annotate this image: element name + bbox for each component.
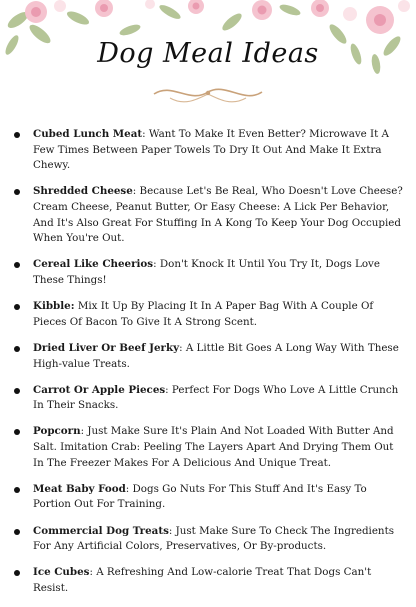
- item-description: Just Make Sure It's Plain And Not Loaded With Butter And Salt. Imitation Crab: Peeling The Layers Apart And Drying Them Out In The Freezer Makes For A Delicious And Unique Treat.: [33, 425, 394, 469]
- list-item: Shredded Cheese: Because Let's Be Real, Who Doesn't Love Cheese? Cream Cheese, Peanut Butter, Or Easy Cheese: A Lick Per Behavior, And It's Also Great For Stuffing In A Kong To Keep Your Dog Occupied When You're Out.: [14, 184, 406, 246]
- item-description: Just Make Sure To Check The Ingredients For Any Artificial Colors, Preservatives, Or By-products.: [33, 524, 394, 553]
- list-item: Cereal Like Cheerios: Don't Knock It Until You Try It, Dogs Love These Things!: [14, 257, 406, 288]
- list-item: Carrot Or Apple Pieces: Perfect For Dogs Who Love A Little Crunch In Their Snacks.: [14, 383, 406, 414]
- list-item: Popcorn: Just Make Sure It's Plain And Not Loaded With Butter And Salt. Imitation Crab: Peeling The Layers Apart And Drying Them Out In The Freezer Makes For A Delicious And Unique Treat.: [14, 424, 406, 471]
- item-term: Carrot Or Apple Pieces: [33, 383, 166, 396]
- item-description: Don't Knock It Until You Try It, Dogs Love These Things!: [33, 258, 380, 286]
- item-term: Dried Liver Or Beef Jerky: [33, 341, 180, 354]
- page-title: Dog Meal Ideas: [97, 38, 319, 69]
- item-description: Want To Make It Even Better? Microwave It A Few Times Between Paper Towels To Dry It Out And Make It Extra Chewy.: [33, 128, 389, 172]
- list-item: Ice Cubes: A Refreshing And Low-calorie Treat That Dogs Can't Resist.: [14, 565, 406, 596]
- item-term: Meat Baby Food: [33, 482, 126, 495]
- ornamental-flourish-divider: [150, 78, 266, 108]
- item-term: Commercial Dog Treats: [33, 524, 169, 537]
- item-term: Cereal Like Cheerios: [33, 258, 154, 271]
- item-term: Popcorn: [33, 425, 81, 438]
- item-description: Because Let's Be Real, Who Doesn't Love Cheese? Cream Cheese, Peanut Butter, Or Easy Cheese: A Lick Per Behavior, And It's Also Great For Stuffing In A Kong To Keep Your Dog Occupied When You're Out.: [33, 185, 403, 245]
- item-description: Mix It Up By Placing It In A Paper Bag With A Couple Of Pieces Of Bacon To Give It A Strong Scent.: [33, 300, 374, 328]
- item-description: Perfect For Dogs Who Love A Little Crunch In Their Snacks.: [33, 383, 399, 412]
- list-item: [14, 299, 406, 330]
- list-item: Commercial Dog Treats: Just Make Sure To Check The Ingredients For Any Artificial Colors, Preservatives, Or By-products.: [14, 524, 406, 555]
- item-description: A Refreshing And Low-calorie Treat That Dogs Can't Resist.: [33, 566, 372, 594]
- list-item: Dried Liver Or Beef Jerky: A Little Bit Goes A Long Way With These High-value Treats.: [14, 341, 406, 372]
- meal-ideas-list: [14, 127, 406, 607]
- item-description: Dogs Go Nuts For This Stuff And It's Easy To Portion Out For Training.: [33, 482, 367, 511]
- item-term: Kibble:: [33, 300, 75, 313]
- item-term: Cubed Lunch Meat: [33, 128, 143, 140]
- list-item: Cubed Lunch Meat: Want To Make It Even Better? Microwave It A Few Times Between Paper Towels To Dry It Out And Make It Extra Chewy.: [14, 127, 406, 174]
- item-term: Shredded Cheese: [33, 185, 133, 198]
- item-description: A Little Bit Goes A Long Way With These High-value Treats.: [33, 341, 399, 370]
- list-item: Meat Baby Food: Dogs Go Nuts For This Stuff And It's Easy To Portion Out For Training.: [14, 482, 406, 513]
- item-term: Ice Cubes: [33, 566, 90, 579]
